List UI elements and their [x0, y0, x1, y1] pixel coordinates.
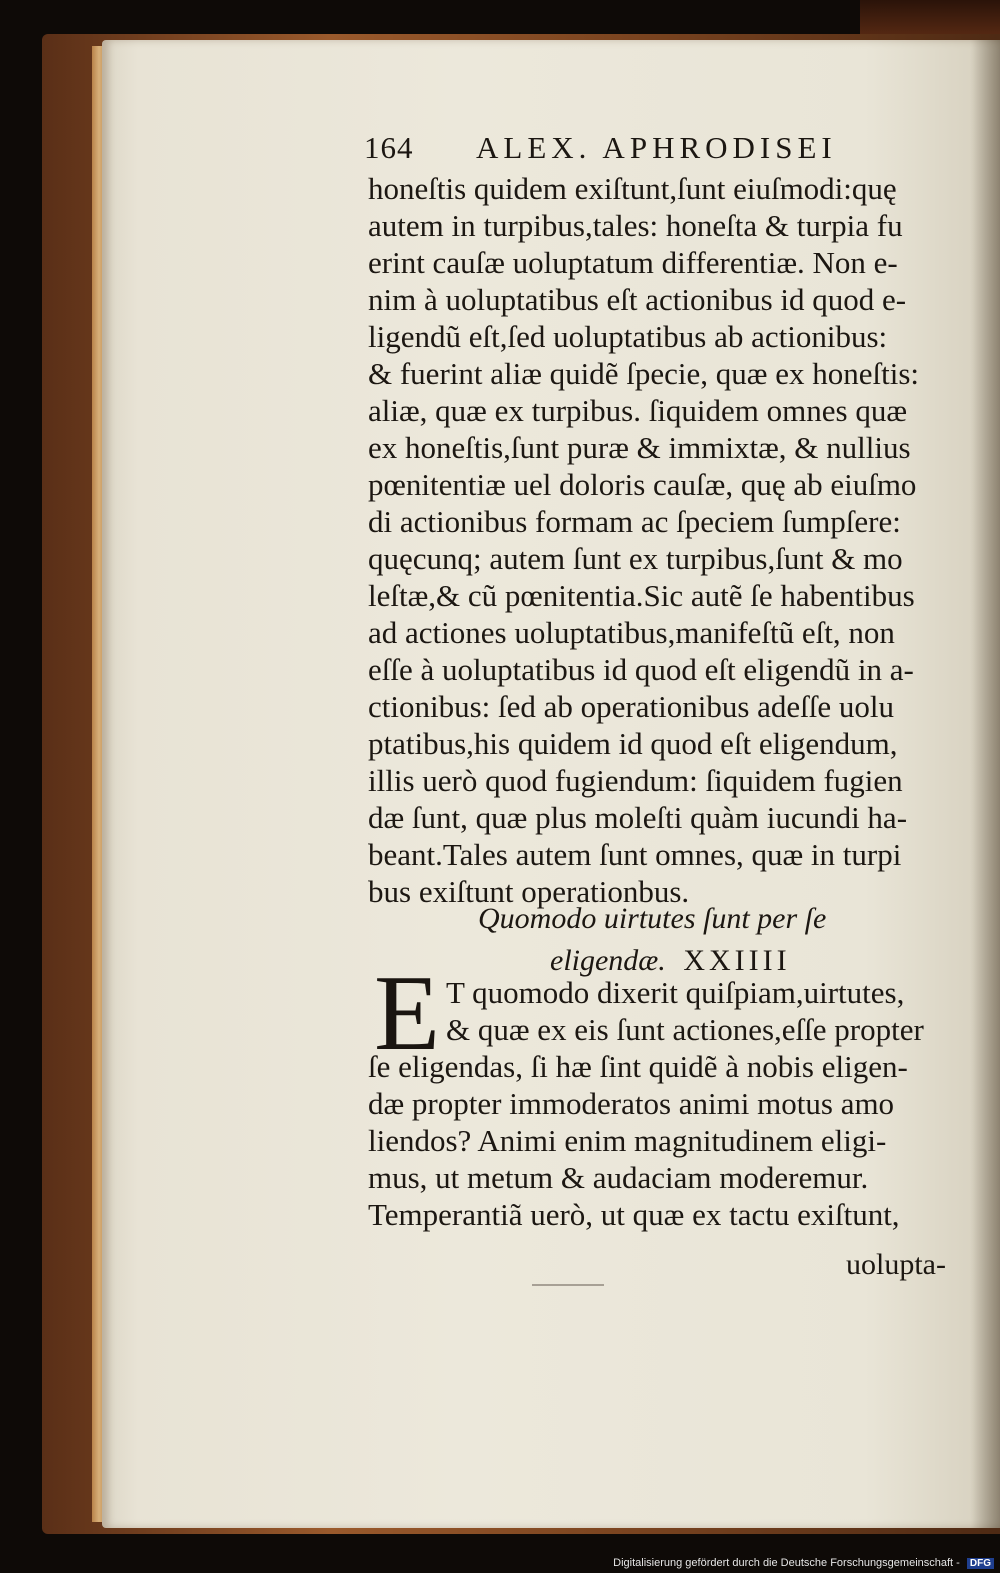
text-line: & quæ ex eis ſunt actiones,eſſe propter: [446, 1012, 924, 1047]
body-text: [368, 170, 968, 910]
text-line: quęcunq; autem ſunt ex turpibus,ſunt & mo: [368, 541, 903, 576]
text-line: honeſtis quidem exiſtunt,ſunt eiuſmodi:quę: [368, 171, 897, 206]
chapter-title: Quomodo uirtutes ſunt per ſe: [478, 902, 827, 935]
text-line: dæ ſunt, quæ plus moleſti quàm iucundi ha-: [368, 800, 908, 835]
text-line: eſſe à uoluptatibus id quod eſt eligendũ in a-: [368, 652, 914, 687]
text-line: & fuerint aliæ quidẽ ſpecie, quæ ex honeſtis:: [368, 356, 919, 391]
text-line: ſe eligendas, ſi hæ ſint quidẽ à nobis eligen-: [368, 1049, 908, 1084]
text-line: mus, ut metum & audaciam moderemur.: [368, 1160, 869, 1195]
running-title: ALEX. APHRODISEI: [476, 130, 837, 165]
ink-smudge: [532, 1284, 604, 1286]
text-line: autem in turpibus,tales: honeſta & turpia fu: [368, 208, 903, 243]
text-line: T quomodo dixerit quiſpiam,uirtutes,: [446, 975, 905, 1010]
text-line: leſtæ,& cũ pœnitentia.Sic autẽ ſe habentibus: [368, 578, 915, 613]
page-number: 164: [364, 130, 414, 165]
page-header: [364, 130, 964, 170]
text-line: ad actiones uoluptatibus,manifeſtũ eſt, non: [368, 615, 895, 650]
catchword: uolupta-: [846, 1248, 946, 1281]
chapter-title-continued: [550, 944, 1000, 978]
text-line: beant.Tales autem ſunt omnes, quæ in turpi: [368, 837, 902, 872]
text-line: liendos? Animi enim magnitudinem eligi-: [368, 1123, 887, 1158]
chapter-number: XXIIII: [683, 944, 791, 977]
text-line: ptatibus,his quidem id quod eſt eligendum,: [368, 726, 898, 761]
text-line: ligendũ eſt,ſed uoluptatibus ab actionibus:: [368, 319, 888, 354]
text-line: aliæ, quæ ex turpibus. ſiquidem omnes quæ: [368, 393, 908, 428]
text-line: nim à uoluptatibus eſt actionibus id quod e-: [368, 282, 907, 317]
text-line: pœnitentiæ uel doloris cauſæ, quę ab eiuſmo: [368, 467, 917, 502]
chapter-text: [368, 974, 968, 1233]
dfg-logo: DFG: [967, 1558, 994, 1569]
digitization-footer: [613, 1557, 994, 1569]
text-line: illis uerò quod fugiendum: ſiquidem fugien: [368, 763, 903, 798]
text-line: dæ propter immoderatos animi motus amo: [368, 1086, 895, 1121]
text-line: ctionibus: ſed ab operationibus adeſſe uolu: [368, 689, 895, 724]
text-line: ex honeſtis,ſunt puræ & immixtæ, & nullius: [368, 430, 911, 465]
chapter-title-word: eligendæ.: [550, 944, 666, 977]
text-line: Temperantiã uerò, ut quæ ex tactu exiſtunt,: [368, 1197, 900, 1232]
footer-text: Digitalisierung gefördert durch die Deutsche Forschungsgemeinschaft -: [613, 1557, 960, 1569]
gutter-shadow: [970, 40, 1000, 1528]
text-line: di actionibus formam ac ſpeciem ſumpſere:: [368, 504, 901, 539]
text-line: bus exiſtunt operationbus.: [368, 874, 690, 909]
text-line: erint cauſæ uoluptatum differentiæ. Non e-: [368, 245, 898, 280]
drop-cap: E: [374, 954, 440, 1073]
